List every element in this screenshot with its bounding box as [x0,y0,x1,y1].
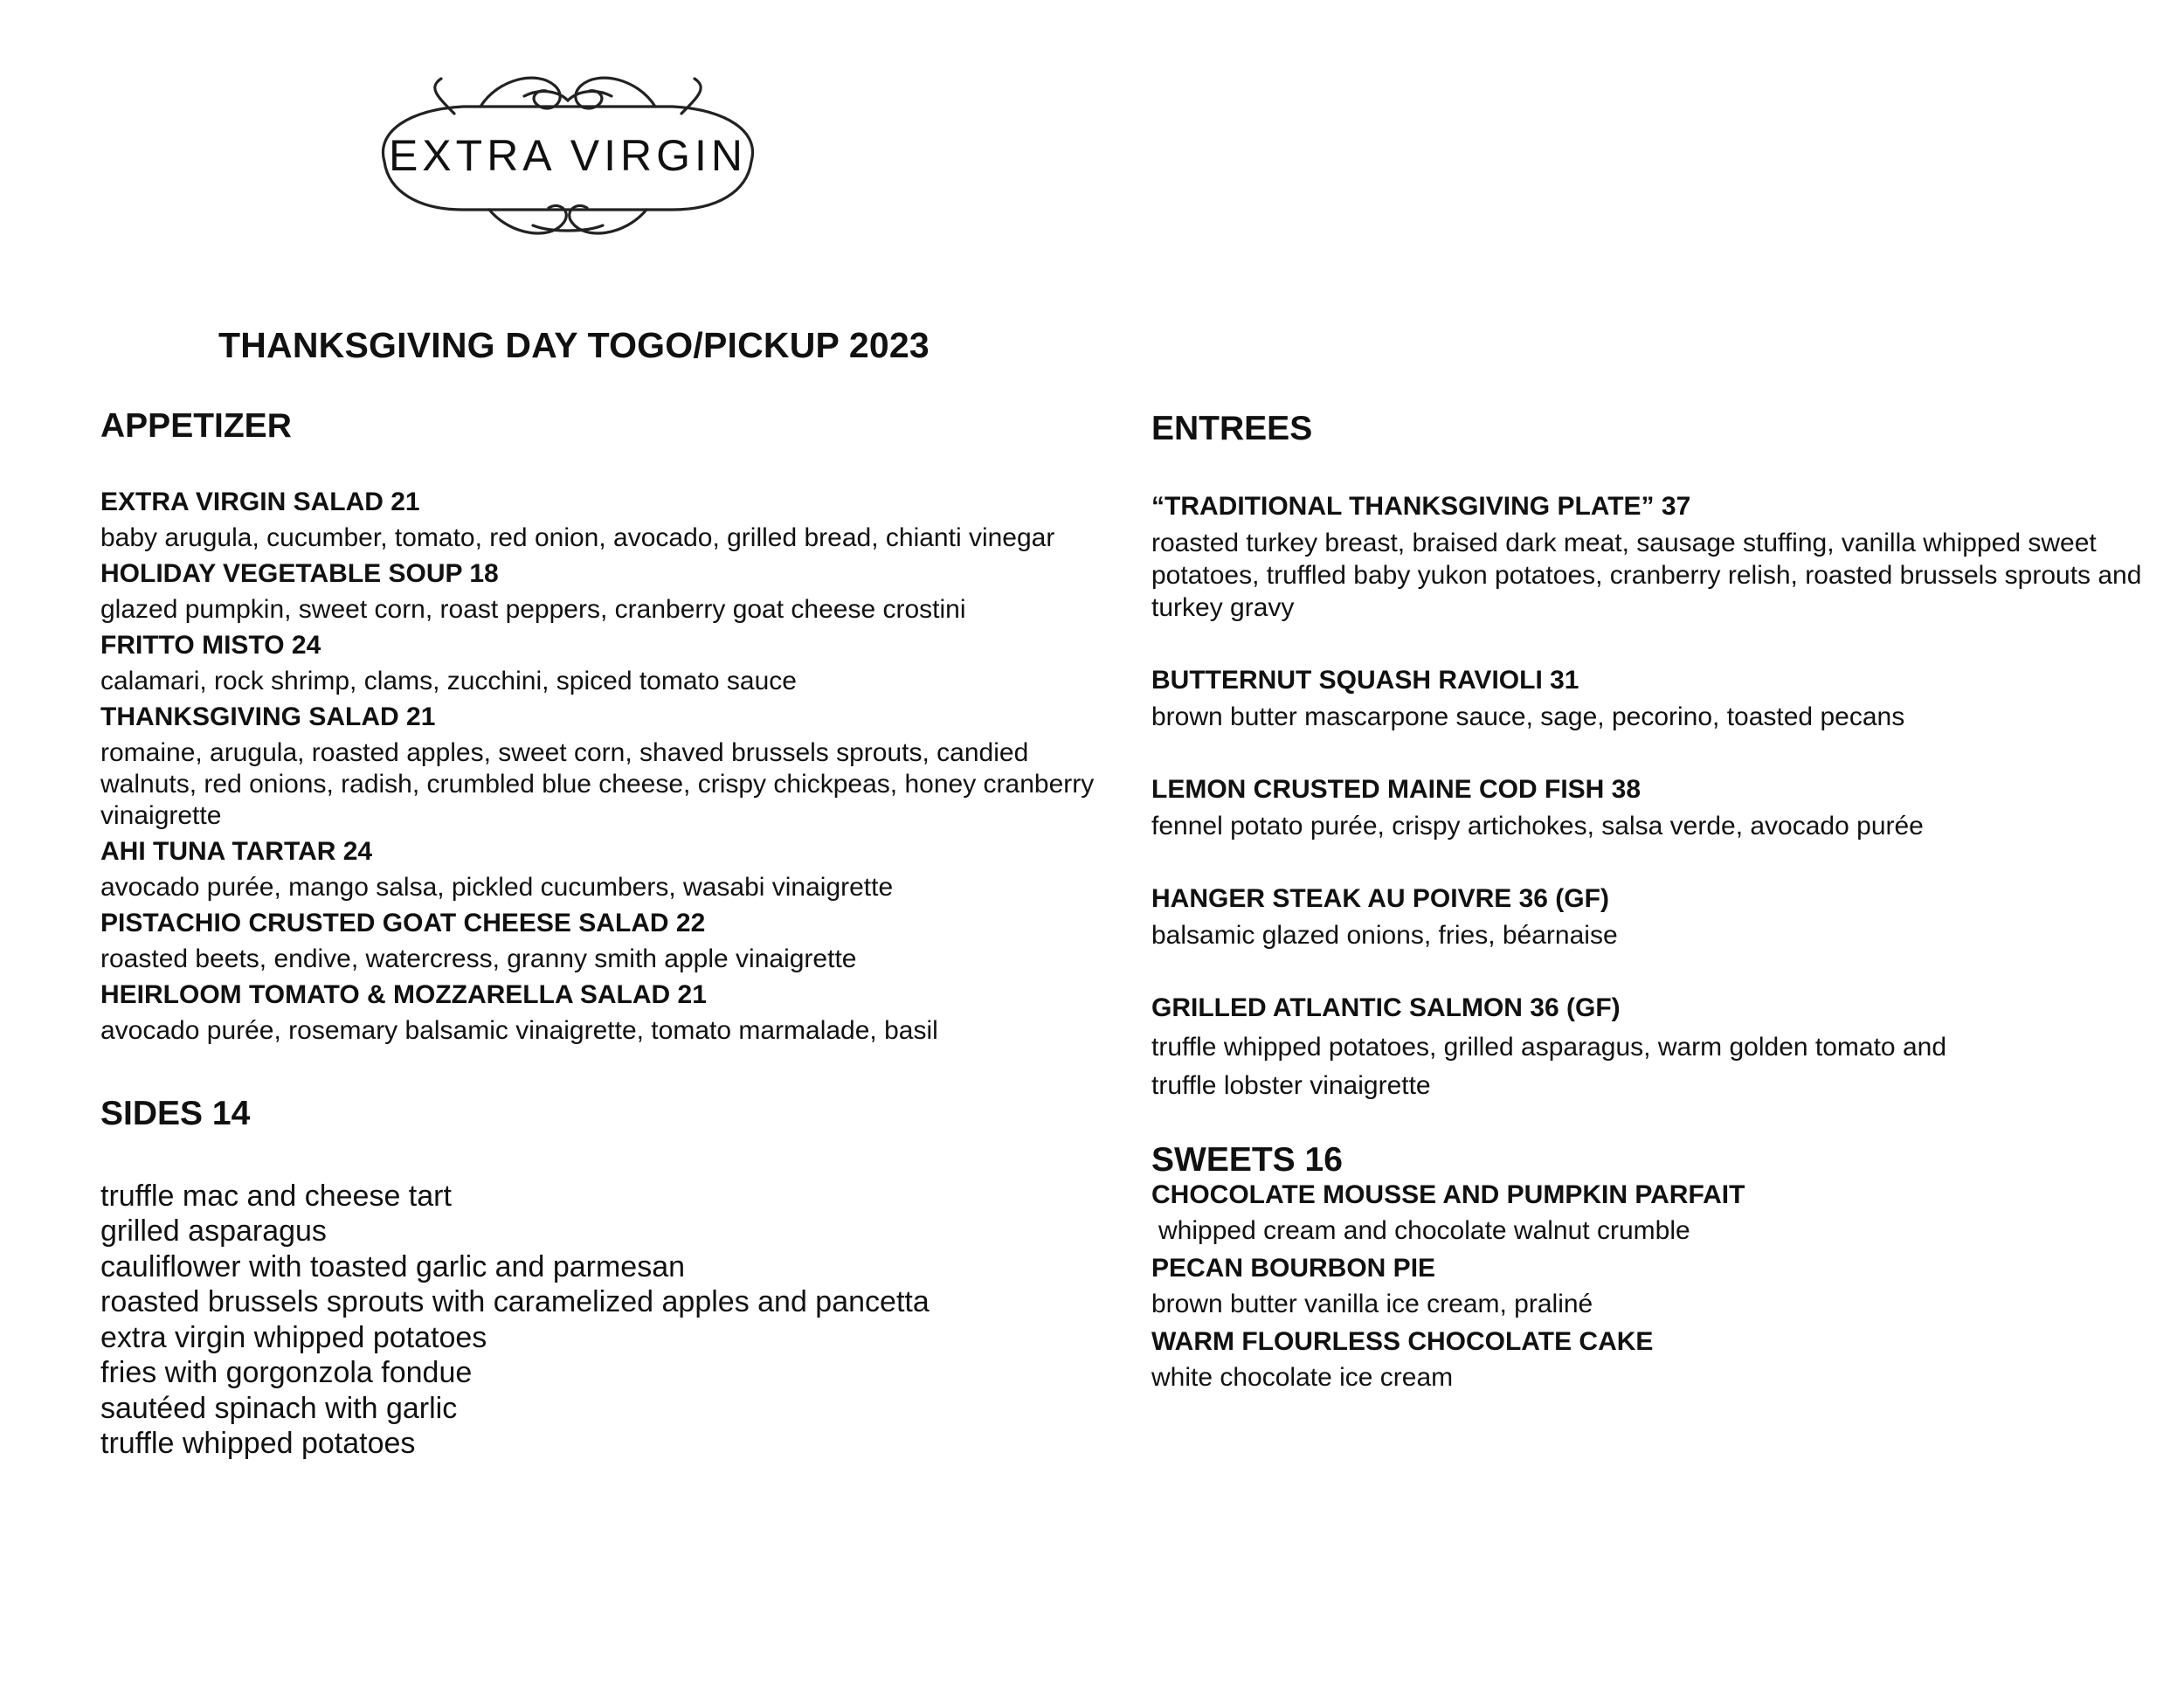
list-item: cauliflower with toasted garlic and parmesan [100,1249,686,1283]
menu-item-name: AHI TUNA TARTAR 24 [100,836,373,866]
menu-item-description: glazed pumpkin, sweet corn, roast peppers, cranberry goat cheese crostini [100,594,966,624]
left-column [100,406,1105,1462]
appetizer-list [100,486,1105,1047]
menu-item [1151,1252,2156,1322]
menu-item-name: FRITTO MISTO 24 [100,630,321,660]
menu-item-description: romaine, arugula, roasted apples, sweet corn, shaved brussels sprouts, candied walnuts, red onions, radish, crumbled blue cheese, crispy chickpeas, honey cranberry vinaigrette [100,737,1095,830]
menu-item [100,557,1105,626]
sweets-list [1151,1179,2156,1395]
menu-item-name: CHOCOLATE MOUSSE AND PUMPKIN PARFAIT [1151,1180,1745,1209]
menu-item-description: avocado purée, mango salsa, pickled cucumbers, wasabi vinaigrette [100,872,894,902]
menu-item-description: brown butter vanilla ice cream, praliné [1151,1289,1593,1318]
menu-item-name: EXTRA VIRGIN SALAD 21 [100,487,420,516]
menu-item [100,979,1105,1047]
menu-item-name: “TRADITIONAL THANKSGIVING PLATE” 37 [1151,491,1691,521]
menu-item [1151,992,2156,1105]
menu-item-name: HANGER STEAK AU POIVRE 36 (GF) [1151,883,1609,913]
list-item: grilled asparagus [100,1214,327,1249]
logo-text: EXTRA VIRGIN [388,131,748,180]
menu-item-description: truffle whipped potatoes, grilled asparagus, warm golden tomato and truffle lobster vinaigrette [1151,1032,1947,1100]
menu-item-description: roasted beets, endive, watercress, granny smith apple vinaigrette [100,944,857,973]
menu-item-description: brown butter mascarpone sauce, sage, pecorino, toasted pecans [1151,702,1905,731]
menu-item [1151,773,2156,842]
page-title: THANKSGIVING DAY TOGO/PICKUP 2023 [218,325,930,365]
menu-item [1151,664,2156,733]
list-item: truffle whipped potatoes [100,1427,416,1461]
menu-item-name: PECAN BOURBON PIE [1151,1253,1436,1283]
menu-item-description: calamari, rock shrimp, clams, zucchini, spiced tomato sauce [100,666,797,695]
entrees-heading: ENTREES [1151,410,1313,447]
list-item: truffle mac and cheese tart [100,1179,452,1213]
menu-item-name: PISTACHIO CRUSTED GOAT CHEESE SALAD 22 [100,908,706,937]
sides-heading: SIDES 14 [100,1094,251,1132]
menu-item [100,486,1105,554]
appetizer-heading: APPETIZER [100,407,292,445]
restaurant-logo [349,61,786,245]
menu-item [100,835,1105,903]
menu-item-name: THANKSGIVING SALAD 21 [100,702,436,731]
menu-item-name: HEIRLOOM TOMATO & MOZZARELLA SALAD 21 [100,979,707,1009]
right-column [1151,409,2156,1399]
sides-list [100,1179,1105,1462]
menu-item-description: roasted turkey breast, braised dark meat, sausage stuffing, vanilla whipped sweet potatoes, truffled baby yukon potatoes, cranberry relish, roasted brussels sprouts and turkey gravy [1151,528,2142,622]
menu-item-description: baby arugula, cucumber, tomato, red onion, avocado, grilled bread, chianti vinegar [100,522,1055,552]
menu-item [1151,882,2156,951]
logo-scroll-ornament [349,61,786,245]
sweets-heading: SWEETS 16 [1151,1140,1343,1179]
menu-item-description: white chocolate ice cream [1151,1362,1454,1392]
menu-item [100,907,1105,975]
list-item: fries with gorgonzola fondue [100,1356,473,1390]
menu-item-name: HOLIDAY VEGETABLE SOUP 18 [100,558,499,588]
menu-item [1151,490,2156,624]
menu-item [1151,1325,2156,1395]
list-item: roasted brussels sprouts with caramelized apples and pancetta [100,1285,930,1319]
menu-item-description: balsamic glazed onions, fries, béarnaise [1151,920,1618,950]
menu-item-description: avocado purée, rosemary balsamic vinaigrette, tomato marmalade, basil [100,1015,938,1045]
menu-item-description: fennel potato purée, crispy artichokes, salsa verde, avocado purée [1151,811,1924,841]
menu-item-name: LEMON CRUSTED MAINE COD FISH 38 [1151,774,1641,804]
menu-item-description: whipped cream and chocolate walnut crumble [1158,1215,1690,1245]
menu-item [1151,1179,2156,1249]
menu-item-name: GRILLED ATLANTIC SALMON 36 (GF) [1151,993,1621,1022]
menu-item-name: WARM FLOURLESS CHOCOLATE CAKE [1151,1326,1654,1356]
menu-item [100,701,1105,832]
list-item: sautéed spinach with garlic [100,1391,458,1425]
entree-list [1151,490,2156,1105]
list-item: extra virgin whipped potatoes [100,1320,487,1354]
menu-item [100,629,1105,697]
menu-item-name: BUTTERNUT SQUASH RAVIOLI 31 [1151,665,1579,695]
